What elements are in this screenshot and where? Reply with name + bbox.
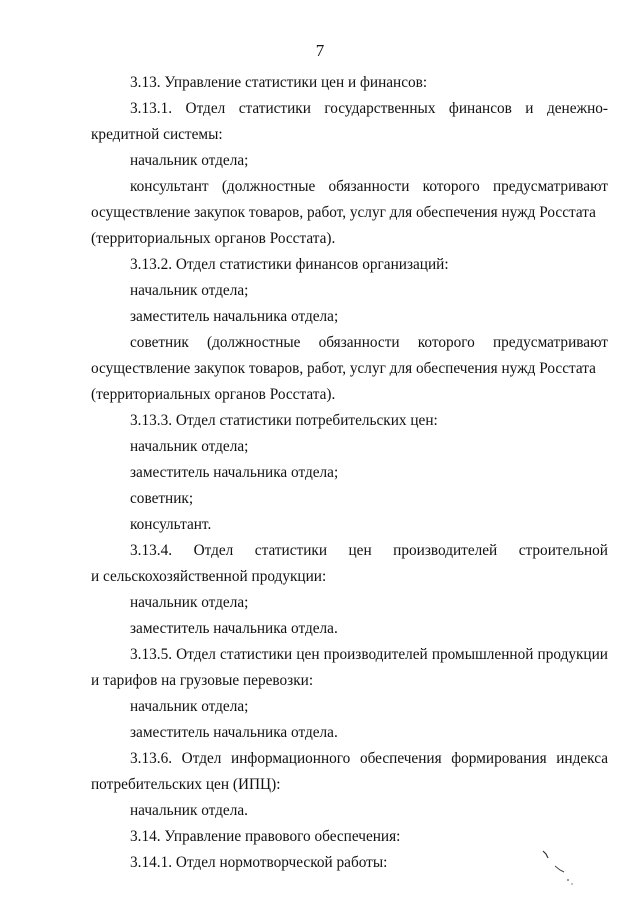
text-line: осуществление закупок товаров, работ, услуг для обеспечения нужд Росстата [91,204,596,221]
position-item: заместитель начальника отдела; [130,308,339,325]
text-line: осуществление закупок товаров, работ, услуг для обеспечения нужд Росстата [91,360,596,377]
subsection-heading-3-13-6: 3.13.6. Отдел информационного обеспечения формирования индекса [130,750,608,767]
subsection-heading-3-13-1: 3.13.1. Отдел статистики государственных финансов и денежно- [130,100,608,117]
subsection-heading-3-13-4: 3.13.4. Отдел статистики цен производителей строительной [130,542,608,559]
position-item: заместитель начальника отдела. [130,724,338,741]
text-line: и тарифов на грузовые перевозки: [91,672,314,689]
section-heading-3-14: 3.14. Управление правового обеспечения: [130,828,401,845]
text-line: кредитной системы: [91,126,223,143]
position-item: начальник отдела; [130,594,249,611]
position-item: консультант (должностные обязанности которого предусматривают [130,178,608,195]
position-item: начальник отдела; [130,152,249,169]
subsection-heading-3-13-5: 3.13.5. Отдел статистики цен производителей промышленной продукции [130,646,608,663]
text-line: потребительских цен (ИПЦ): [91,776,281,793]
position-item: начальник отдела; [130,698,249,715]
position-item: заместитель начальника отдела; [130,464,339,481]
position-item: советник (должностные обязанности которого предусматривают [130,334,608,351]
position-item: консультант. [130,516,212,533]
subsection-heading-3-13-3: 3.13.3. Отдел статистики потребительских цен: [130,412,438,429]
page-number: 7 [315,41,325,60]
position-item: начальник отдела; [130,282,249,299]
subsection-heading-3-13-2: 3.13.2. Отдел статистики финансов организаций: [130,256,449,273]
text-line: (территориальных органов Росстата). [91,386,336,403]
subsection-heading-3-14-1: 3.14.1. Отдел нормотворческой работы: [130,854,388,871]
section-heading-3-13: 3.13. Управление статистики цен и финансов: [130,74,428,91]
position-item: советник; [130,490,194,507]
position-item: начальник отдела; [130,438,249,455]
text-line: (территориальных органов Росстата). [91,230,336,247]
text-line: и сельскохозяйственной продукции: [91,568,327,585]
position-item: начальник отдела. [130,802,248,819]
position-item: заместитель начальника отдела. [130,620,338,637]
